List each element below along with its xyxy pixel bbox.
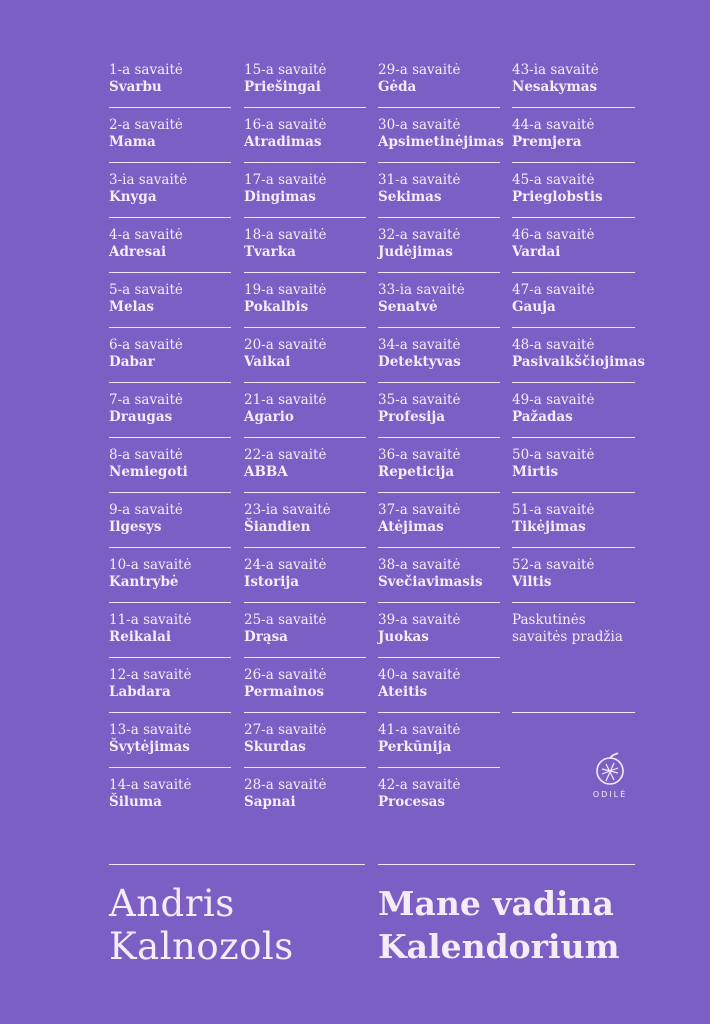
week-title: Procesas <box>378 794 446 810</box>
entry-divider <box>378 712 500 713</box>
week-number: 52-a savaitė <box>512 557 595 573</box>
week-number: 18-a savaitė <box>244 227 327 243</box>
week-title: ABBA <box>244 464 288 480</box>
week-number: 34-a savaitė <box>378 337 461 353</box>
week-entry <box>109 445 231 500</box>
week-number: 26-a savaitė <box>244 667 327 683</box>
week-entry <box>512 500 635 555</box>
week-number: 44-a savaitė <box>512 117 595 133</box>
entry-divider <box>378 602 500 603</box>
week-title: Švytėjimas <box>109 739 190 755</box>
entry-divider <box>109 437 231 438</box>
entry-divider <box>378 657 500 658</box>
week-title: Mama <box>109 134 156 150</box>
author-last-name: Kalnozols <box>109 925 294 968</box>
week-entry <box>244 500 366 555</box>
week-title: Atėjimas <box>378 519 444 535</box>
week-entry <box>109 335 231 390</box>
entry-divider <box>109 162 231 163</box>
week-title: Drąsa <box>244 629 288 645</box>
week-number: 16-a savaitė <box>244 117 327 133</box>
week-number: 5-a savaitė <box>109 282 183 298</box>
week-entry <box>378 280 500 335</box>
entry-divider <box>109 107 231 108</box>
week-number: 11-a savaitė <box>109 612 192 628</box>
week-entry <box>512 225 635 280</box>
week-title: Priešingai <box>244 79 321 95</box>
week-entry <box>244 390 366 445</box>
entry-divider <box>512 217 635 218</box>
week-number: 14-a savaitė <box>109 777 192 793</box>
week-entry <box>244 60 366 115</box>
entry-divider <box>512 162 635 163</box>
week-entry <box>244 280 366 335</box>
week-title: Profesija <box>378 409 446 425</box>
week-entry <box>109 500 231 555</box>
week-column-4 <box>512 60 645 720</box>
week-entry <box>109 280 231 335</box>
entry-divider <box>244 162 366 163</box>
entry-divider <box>378 492 500 493</box>
week-number: 3-ia savaitė <box>109 172 188 188</box>
week-column-1 <box>109 60 231 830</box>
week-entry <box>378 665 500 720</box>
publisher-leaf-icon <box>594 752 626 786</box>
week-number: 2-a savaitė <box>109 117 183 133</box>
week-number: 20-a savaitė <box>244 337 327 353</box>
week-entry <box>378 390 500 445</box>
week-title: Vardai <box>512 244 561 260</box>
week-entry <box>244 665 366 720</box>
entry-divider <box>109 382 231 383</box>
week-entry <box>109 170 231 225</box>
week-entry <box>378 170 500 225</box>
entry-divider <box>244 327 366 328</box>
entry-divider <box>109 657 231 658</box>
entry-divider <box>378 107 500 108</box>
entry-divider <box>378 547 500 548</box>
week-number: 24-a savaitė <box>244 557 327 573</box>
week-title: Gauja <box>512 299 556 315</box>
week-title: Atradimas <box>244 134 322 150</box>
week-entry <box>244 115 366 170</box>
week-entry <box>512 335 645 390</box>
week-entry <box>109 60 231 115</box>
week-title: Pasivaikščiojimas <box>512 354 645 370</box>
week-number: 29-a savaitė <box>378 62 461 78</box>
week-number: 51-a savaitė <box>512 502 595 518</box>
week-entry <box>512 170 635 225</box>
week-entry <box>512 115 635 170</box>
week-title: Knyga <box>109 189 157 205</box>
week-number: 41-a savaitė <box>378 722 461 738</box>
entry-divider <box>512 327 635 328</box>
week-entry <box>378 115 504 170</box>
week-number: 28-a savaitė <box>244 777 327 793</box>
week-title: Reikalai <box>109 629 172 645</box>
week-title: Pokalbis <box>244 299 309 315</box>
week-number: 15-a savaitė <box>244 62 327 78</box>
week-title: Melas <box>109 299 155 315</box>
entry-divider <box>378 217 500 218</box>
entry-divider <box>244 547 366 548</box>
week-title: Draugas <box>109 409 173 425</box>
week-number: 50-a savaitė <box>512 447 595 463</box>
final-week-label: Paskutinės savaitės pradžia <box>512 612 623 645</box>
week-entry <box>378 555 500 610</box>
week-title: Senatvė <box>378 299 438 315</box>
week-title: Prieglobstis <box>512 189 603 205</box>
week-title: Viltis <box>512 574 552 590</box>
week-title: Kantrybė <box>109 574 179 590</box>
week-number: 38-a savaitė <box>378 557 461 573</box>
entry-divider <box>512 382 635 383</box>
week-title: Apsimetinėjimas <box>378 134 504 150</box>
entry-divider <box>378 327 500 328</box>
book-title-line-2: Kalendorium <box>378 927 620 966</box>
week-title: Ilgesys <box>109 519 162 535</box>
week-column-2 <box>244 60 366 830</box>
week-entry <box>378 610 500 665</box>
week-title: Ateitis <box>378 684 428 700</box>
week-entry <box>512 445 635 500</box>
week-number: 30-a savaitė <box>378 117 461 133</box>
week-title: Repeticija <box>378 464 455 480</box>
week-entry <box>244 170 366 225</box>
week-title: Adresai <box>109 244 167 260</box>
week-title: Agario <box>244 409 294 425</box>
week-title: Svarbu <box>109 79 162 95</box>
week-number: 25-a savaitė <box>244 612 327 628</box>
week-entry <box>244 555 366 610</box>
week-number: 43-ia savaitė <box>512 62 599 78</box>
week-entry <box>109 665 231 720</box>
week-number: 48-a savaitė <box>512 337 595 353</box>
week-entry <box>512 555 635 610</box>
entry-divider <box>378 162 500 163</box>
week-number: 32-a savaitė <box>378 227 461 243</box>
entry-divider <box>512 107 635 108</box>
book-title <box>378 882 620 968</box>
publisher-name: ODILĖ <box>592 790 628 799</box>
week-number: 21-a savaitė <box>244 392 327 408</box>
week-number: 27-a savaitė <box>244 722 327 738</box>
week-number: 35-a savaitė <box>378 392 461 408</box>
entry-divider <box>244 657 366 658</box>
week-number: 8-a savaitė <box>109 447 183 463</box>
entry-divider <box>244 492 366 493</box>
entry-divider <box>378 382 500 383</box>
final-week-entry <box>512 610 635 720</box>
week-entry <box>512 60 635 115</box>
week-number: 33-ia savaitė <box>378 282 465 298</box>
week-title: Vaikai <box>244 354 291 370</box>
week-entry <box>244 720 366 775</box>
week-title: Dingimas <box>244 189 316 205</box>
entry-divider <box>378 437 500 438</box>
week-entry <box>109 390 231 445</box>
week-entry <box>109 720 231 775</box>
week-number: 19-a savaitė <box>244 282 327 298</box>
week-entry <box>378 445 500 500</box>
week-number: 37-a savaitė <box>378 502 461 518</box>
entry-divider <box>109 272 231 273</box>
author-first-name: Andris <box>109 882 235 925</box>
week-title: Skurdas <box>244 739 306 755</box>
entry-divider <box>512 712 635 713</box>
week-title: Perkūnija <box>378 739 452 755</box>
week-title: Detektyvas <box>378 354 461 370</box>
book-title-line-1: Mane vadina <box>378 884 614 923</box>
week-number: 40-a savaitė <box>378 667 461 683</box>
week-number: 49-a savaitė <box>512 392 595 408</box>
entry-divider <box>512 272 635 273</box>
week-title: Nesakymas <box>512 79 598 95</box>
week-title: Sekimas <box>378 189 442 205</box>
week-entry <box>512 280 635 335</box>
entry-divider <box>244 382 366 383</box>
entry-divider <box>244 712 366 713</box>
entry-divider <box>244 437 366 438</box>
week-number: 45-a savaitė <box>512 172 595 188</box>
week-entry <box>378 335 500 390</box>
week-number: 12-a savaitė <box>109 667 192 683</box>
week-title: Svečiavimasis <box>378 574 483 590</box>
week-title: Gėda <box>378 79 417 95</box>
week-entry <box>109 115 231 170</box>
week-entry <box>378 500 500 555</box>
entry-divider <box>109 217 231 218</box>
entry-divider <box>109 602 231 603</box>
week-entry <box>244 610 366 665</box>
title-divider <box>378 864 635 865</box>
week-entry <box>378 60 500 115</box>
week-title: Permainos <box>244 684 325 700</box>
week-entry <box>378 775 500 830</box>
entry-divider <box>244 217 366 218</box>
week-entry <box>378 225 500 280</box>
entry-divider <box>244 767 366 768</box>
week-title: Labdara <box>109 684 171 700</box>
entry-divider <box>378 272 500 273</box>
author-name <box>109 882 294 968</box>
week-title: Istorija <box>244 574 300 590</box>
entry-divider <box>244 107 366 108</box>
week-number: 46-a savaitė <box>512 227 595 243</box>
week-entry <box>109 610 231 665</box>
week-number: 1-a savaitė <box>109 62 183 78</box>
week-title: Juokas <box>378 629 429 645</box>
week-entry <box>244 445 366 500</box>
week-title: Dabar <box>109 354 155 370</box>
week-title: Mirtis <box>512 464 559 480</box>
week-entry <box>244 335 366 390</box>
week-number: 9-a savaitė <box>109 502 183 518</box>
week-entry <box>512 390 635 445</box>
week-title: Premjera <box>512 134 582 150</box>
entry-divider <box>512 547 635 548</box>
entry-divider <box>109 547 231 548</box>
week-entry <box>109 225 231 280</box>
week-title: Šiandien <box>244 519 311 535</box>
entry-divider <box>512 437 635 438</box>
week-entry <box>244 225 366 280</box>
week-entry <box>378 720 500 775</box>
week-column-3 <box>378 60 504 830</box>
week-number: 47-a savaitė <box>512 282 595 298</box>
publisher-logo <box>588 752 632 799</box>
week-number: 39-a savaitė <box>378 612 461 628</box>
week-number: 22-a savaitė <box>244 447 327 463</box>
week-number: 10-a savaitė <box>109 557 192 573</box>
week-number: 7-a savaitė <box>109 392 183 408</box>
week-number: 13-a savaitė <box>109 722 192 738</box>
week-entry <box>109 555 231 610</box>
week-title: Sapnai <box>244 794 296 810</box>
week-entry <box>109 775 231 830</box>
week-number: 4-a savaitė <box>109 227 183 243</box>
week-title: Tikėjimas <box>512 519 586 535</box>
week-number: 6-a savaitė <box>109 337 183 353</box>
entry-divider <box>244 272 366 273</box>
entry-divider <box>109 327 231 328</box>
author-divider <box>109 864 365 865</box>
week-title: Judėjimas <box>378 244 453 260</box>
week-title: Šiluma <box>109 794 162 810</box>
entry-divider <box>378 767 500 768</box>
week-number: 42-a savaitė <box>378 777 461 793</box>
entry-divider <box>109 492 231 493</box>
week-title: Tvarka <box>244 244 296 260</box>
week-title: Nemiegoti <box>109 464 188 480</box>
week-number: 31-a savaitė <box>378 172 461 188</box>
week-entry <box>244 775 366 830</box>
entry-divider <box>109 712 231 713</box>
entry-divider <box>109 767 231 768</box>
week-number: 36-a savaitė <box>378 447 461 463</box>
week-number: 17-a savaitė <box>244 172 327 188</box>
entry-divider <box>512 492 635 493</box>
week-number: 23-ia savaitė <box>244 502 331 518</box>
week-title: Pažadas <box>512 409 573 425</box>
entry-divider <box>244 602 366 603</box>
entry-divider <box>512 602 635 603</box>
